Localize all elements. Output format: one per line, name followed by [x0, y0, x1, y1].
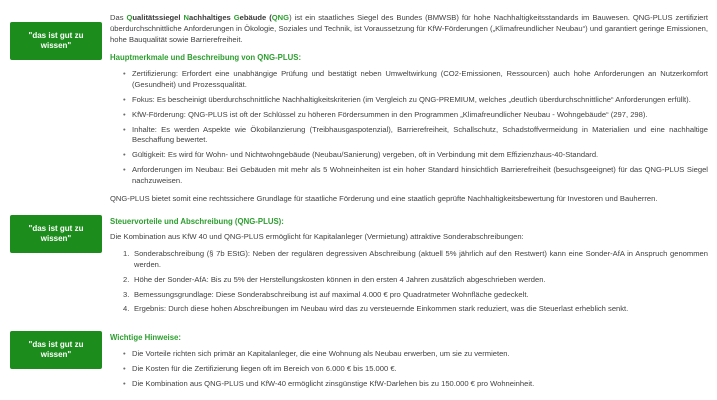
content-column	[110, 215, 717, 320]
section-hinweise	[0, 331, 717, 394]
intro-text-bold: ualitätssiegel	[132, 13, 184, 22]
section-steuervorteile	[0, 215, 717, 320]
list-item-text: Fokus: Es bescheinigt überdurchschnittliche Nachhaltigkeitskriterien (im Vergleich zu QNG-PREMIUM, welches „deutlich überdurchschnittliche“ Anforderungen erfüllt).	[132, 94, 691, 104]
list-item	[123, 364, 708, 375]
numbered-item	[123, 249, 708, 271]
list-item	[123, 125, 708, 147]
list-item	[123, 379, 708, 390]
label-column	[0, 13, 110, 60]
list-item-text: Zertifizierung: Erfordert eine unabhängige Prüfung und bestätigt neben Umweltwirkung (CO2-Emissionen, Ressourcen) auch hohe Anforderungen an Nutzerkomfort (Gesundheit) und Prozessqualität.	[132, 69, 708, 90]
list-item-text: Die Kosten für die Zertifizierung liegen oft im Bereich von 6.000 € bis 15.000 €.	[132, 363, 397, 373]
acronym-letter-n: N	[183, 13, 189, 22]
content-column	[110, 13, 717, 204]
label-column	[0, 215, 110, 253]
acronym-letter-g: G	[233, 13, 240, 22]
tax-benefit-list	[110, 249, 708, 315]
list-item	[123, 165, 708, 187]
list-item-text: Gültigkeit: Es wird für Wohn- und Nichtwohngebäude (Neubau/Sanierung) vergeben, oft in Verbindung mit dem Effizienzhaus-40-Standard.	[132, 150, 599, 160]
info-badge	[10, 215, 102, 253]
list-item-text: KfW-Förderung: QNG-PLUS ist oft der Schlüssel zu höheren Fördersummen in den Programmen „Klimafreundlicher Neubau - Wohngebäude“ (297, 298).	[132, 109, 648, 119]
list-item-text: Anforderungen im Neubau: Bei Gebäuden mit mehr als 5 Wohneinheiten ist ein hoher Standard hinsichtlich Barrierefreiheit (besuchsgeeignet) für das QNG-PLUS Siegel nachzuweisen.	[132, 164, 708, 185]
label-column	[0, 331, 110, 369]
list-item	[123, 110, 708, 121]
info-badge	[10, 331, 102, 369]
summary-paragraph: QNG-PLUS bietet somit eine rechtssichere Grundlage für staatliche Förderung und eine staatlich geprüfte Nachhaltigkeitsbewertung für Investoren und Bauherren.	[110, 193, 658, 203]
list-item	[123, 150, 708, 161]
acronym-letter-q: Q	[126, 13, 133, 22]
numbered-item-text: Bemessungsgrundlage: Diese Sonderabschreibung ist auf maximal 4.000 € pro Quadratmeter Wohnfläche gedeckelt.	[134, 289, 529, 299]
info-badge-label: "das ist gut zu wissen"	[28, 31, 84, 50]
section-heading-steuervorteile: Steuervorteile und Abschreibung (QNG-PLUS):	[110, 217, 284, 227]
intro-text-bold: ebäude (	[239, 13, 272, 22]
numbered-item	[123, 290, 708, 301]
numbered-item-text: Ergebnis: Durch diese hohen Abschreibungen im Neubau wird das zu versteuernde Einkommen stark reduziert, was die Steuerlast erheblich senkt.	[134, 304, 629, 314]
info-badge-label: "das ist gut zu wissen"	[28, 340, 84, 360]
numbered-item-text: Sonderabschreibung (§ 7b EStG): Neben der regulären degressiven Abschreibung (aktuell 5% jährlich auf den Restwert) kann eine Sonder-AfA in Anspruch genommen werden.	[134, 249, 708, 269]
list-item-text: Die Kombination aus QNG-PLUS und KfW-40 ermöglicht zinsgünstige KfW-Darlehen bis zu 150.000 € pro Wohneinheit.	[132, 378, 535, 388]
numbered-item	[123, 275, 708, 286]
list-item-text: Die Vorteile richten sich primär an Kapitalanleger, die eine Wohnung als Neubau erwerben, um sie zu vermieten.	[132, 349, 510, 359]
intro-paragraph	[110, 13, 708, 45]
intro-text-bold: achhaltiges	[188, 13, 234, 22]
acronym-qng: QNG	[271, 13, 290, 22]
section-heading-hauptmerkmale: Hauptmerkmale und Beschreibung von QNG-PLUS:	[110, 53, 302, 63]
feature-list	[110, 69, 708, 186]
list-item	[123, 69, 708, 91]
info-badge-label: "das ist gut zu wissen"	[28, 224, 84, 244]
list-item	[123, 349, 708, 360]
notes-list	[110, 349, 708, 389]
section-qng-overview	[0, 13, 717, 204]
tax-intro-paragraph: Die Kombination aus KfW 40 und QNG-PLUS ermöglicht für Kapitalanleger (Vermietung) attraktive Sonderabschreibungen:	[110, 232, 524, 242]
list-item	[123, 95, 708, 106]
numbered-item	[123, 304, 708, 315]
intro-text: ) ist ein staatliches Siegel des Bundes (BMWSB) für hohe Nachhaltigkeitsstandards im Bauwesen. QNG-PLUS zertifiziert überdurchschnittliche Anforderungen in Ökologie, Soziales und Technik, ist Voraussetzung für KfW-Förderungen („Klimafreundlicher Neubau“) und garantiert geringe Emissionen, hohe Bauqualität sowie Barrierefreiheit.	[110, 13, 709, 44]
numbered-item-text: Höhe der Sonder-AfA: Bis zu 5% der Herstellungskosten können in den ersten 4 Jahren zusätzlich abgeschrieben werden.	[134, 274, 546, 284]
section-heading-hinweise: Wichtige Hinweise:	[110, 333, 181, 343]
content-column	[110, 331, 717, 394]
info-badge	[10, 22, 102, 60]
intro-text: Das	[110, 13, 127, 22]
list-item-text: Inhalte: Es werden Aspekte wie Ökobilanzierung (Treibhausgaspotenzial), Barrierefreiheit, Schallschutz, Schadstoffvermeidung in Materialien und eine nachhaltige Beschaffung bewertet.	[132, 124, 708, 145]
